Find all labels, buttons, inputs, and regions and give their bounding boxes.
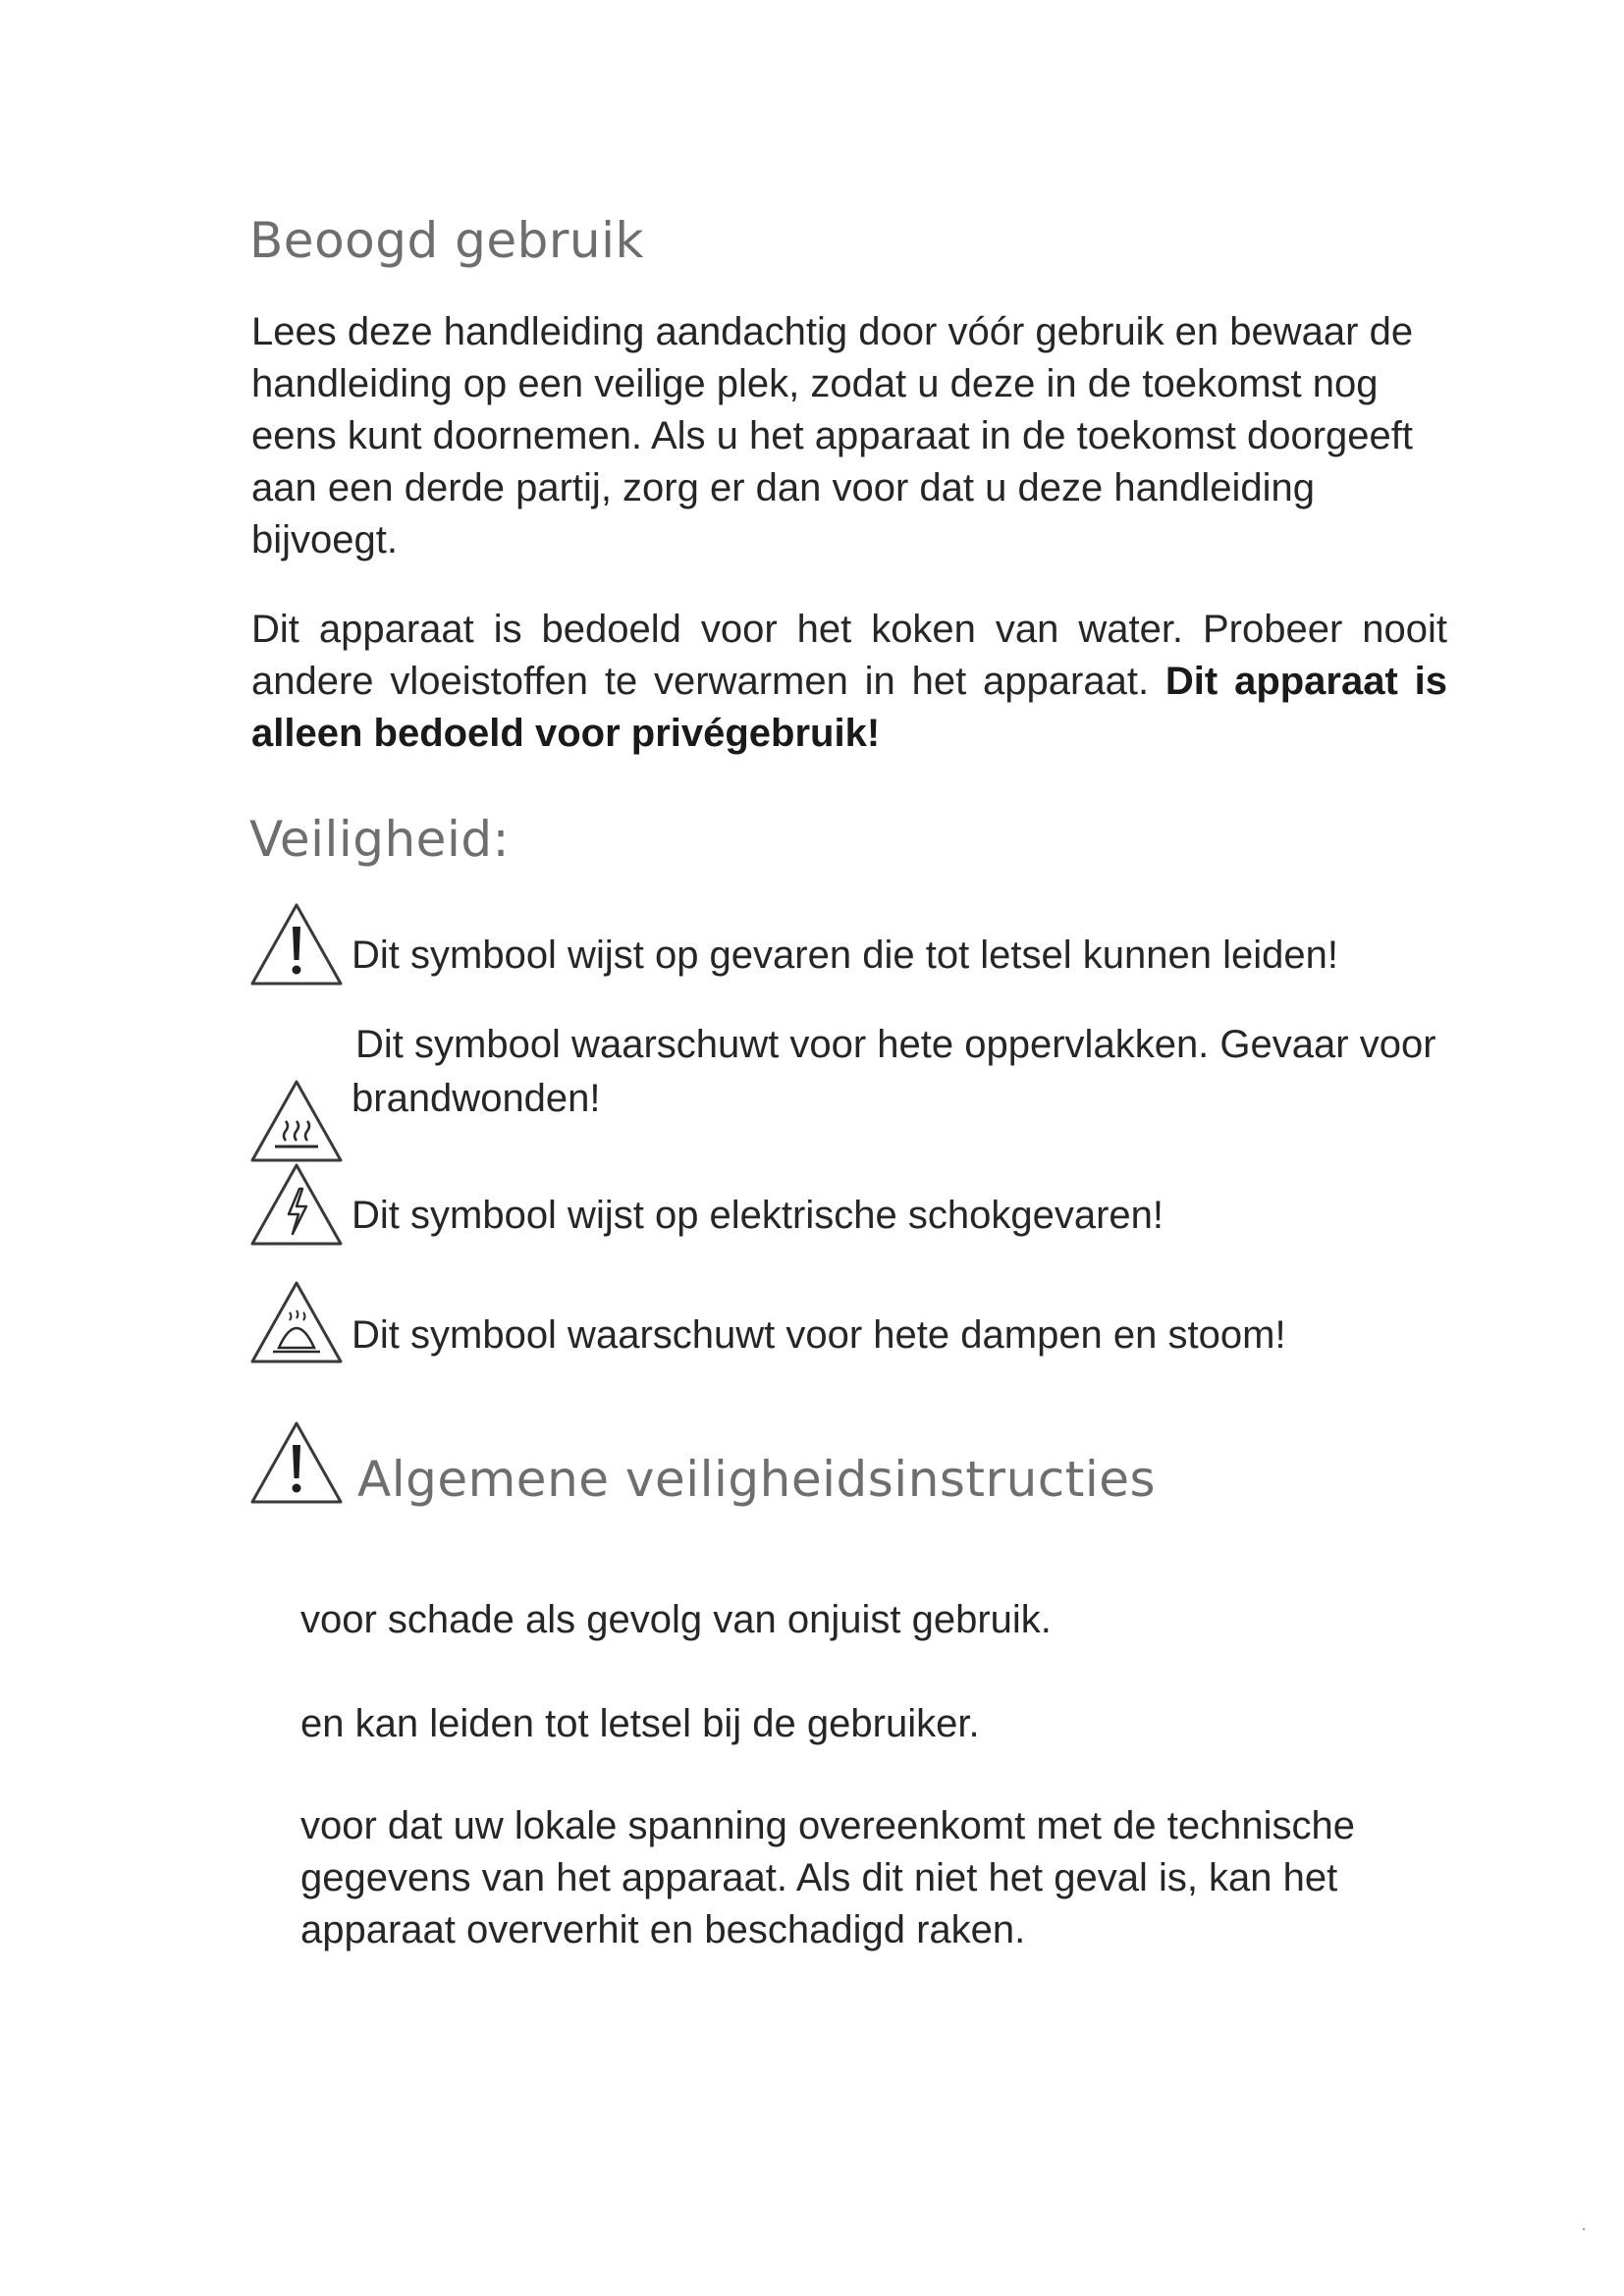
hot-surface-icon bbox=[249, 1078, 344, 1164]
safety-symbol-text: Dit symbool waarschuwt voor hete oppervlakken. Gevaar voor brandwonden! bbox=[352, 1023, 1436, 1120]
safety-symbol-text: Dit symbool waarschuwt voor hete dampen en stoom! bbox=[352, 1313, 1286, 1357]
safety-symbol-row bbox=[249, 901, 1457, 999]
electric-shock-icon bbox=[249, 1161, 344, 1248]
heading-safety: Veiligheid: bbox=[249, 811, 510, 868]
safety-symbol-row bbox=[249, 1161, 1457, 1259]
heading-intended-use: Beoogd gebruik bbox=[249, 212, 644, 269]
warning-exclamation-icon bbox=[249, 901, 344, 988]
instruction-item: voor schade als gevolg van onjuist gebruik. bbox=[300, 1598, 1052, 1641]
page-speck bbox=[1583, 2228, 1585, 2230]
safety-symbol-row bbox=[249, 1279, 1457, 1377]
hot-steam-icon bbox=[249, 1279, 344, 1365]
paragraph-read-manual: Lees deze handleiding aandachtig door vóór gebruik en bewaar de handleiding op een veilige plek, zodat u deze in de toekomst nog eens kunt doornemen. Als u het apparaat in de toekomst doorgeeft aan een derde partij, zorg er dan voor dat u deze handleiding bijvoegt. bbox=[251, 310, 1414, 561]
safety-symbol-text: Dit symbool wijst op gevaren die tot letsel kunnen leiden! bbox=[352, 934, 1338, 977]
paragraph-device-purpose bbox=[251, 604, 1447, 760]
private-use-notice: Dit apparaat is alleen bedoeld voor privégebruik! bbox=[251, 660, 1447, 755]
instruction-item: en kan leiden tot letsel bij de gebruiker. bbox=[300, 1702, 980, 1745]
device-purpose-text: Dit apparaat is bedoeld voor het koken van water. Probeer nooit andere vloeistoffen te verwarmen in het apparaat. bbox=[251, 608, 1447, 703]
heading-general-instructions: Algemene veiligheidsinstructies bbox=[357, 1451, 1157, 1508]
safety-symbol-row bbox=[249, 1019, 1457, 1137]
warning-exclamation-icon bbox=[249, 1419, 344, 1506]
safety-symbol-text: Dit symbool wijst op elektrische schokgevaren! bbox=[352, 1194, 1164, 1237]
instruction-item: voor dat uw lokale spanning overeenkomt met de technische gegevens van het apparaat. Als dit niet het geval is, kan het apparaat oververhit en beschadigd raken. bbox=[300, 1804, 1355, 1951]
